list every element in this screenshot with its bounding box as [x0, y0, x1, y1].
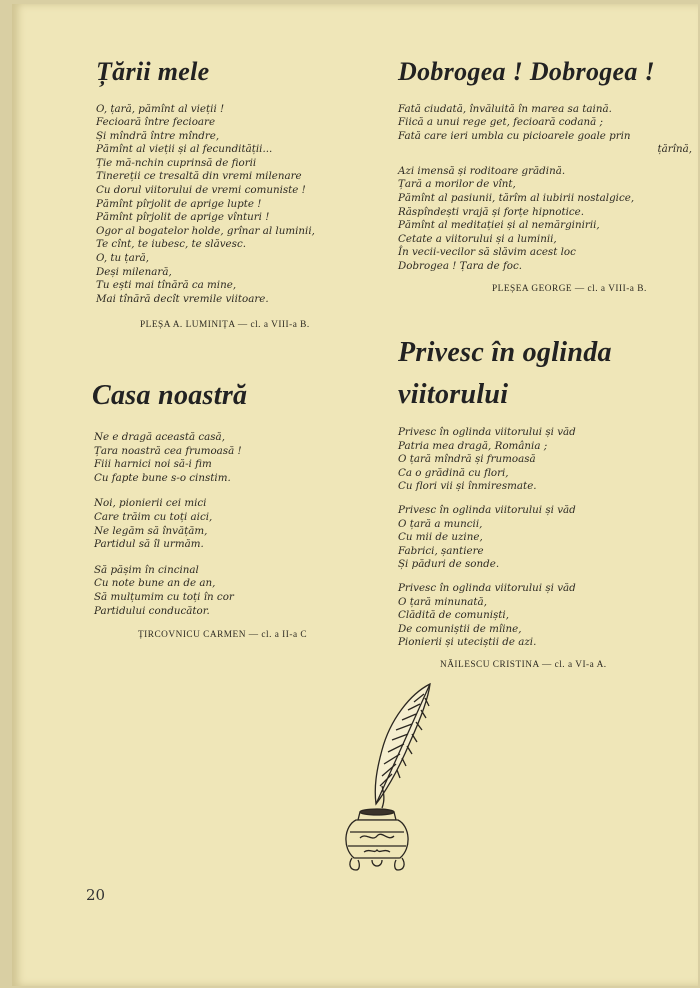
- poem-title: [398, 332, 694, 416]
- poem-author: ȚIRCOVNICU CARMEN — cl. a II-a C: [138, 630, 308, 641]
- poem-line: Mai tînără decît vremile viitoare.: [96, 292, 269, 305]
- poem-line: Ne legăm să învățăm,: [94, 524, 208, 537]
- poem-body: [92, 431, 382, 618]
- wrapped-line: țărînă,: [657, 143, 692, 156]
- poem-line: Fată ciudată, învăluită în marea sa taină.: [398, 102, 612, 115]
- poem-title: Țării mele: [96, 57, 210, 86]
- poem-line: Ogor al bogatelor holde, grînar al luminii,: [96, 224, 315, 237]
- poem-line: De comuniștii de mîine,: [398, 622, 522, 635]
- poem-line: Cetate a viitorului și a luminii,: [398, 232, 557, 245]
- stanza: [398, 582, 694, 650]
- poem-line: Cu flori vii și înmiresmate.: [398, 480, 537, 493]
- poem-line: Ca o grădină cu flori,: [398, 466, 509, 479]
- poem-line: Ne e dragă această casă,: [94, 431, 225, 443]
- quill-inkwell-icon: [330, 680, 440, 875]
- poem-line: O, tu țară,: [96, 252, 150, 265]
- poem-author: PLEȘEA GEORGE — cl. a VIII-a B.: [492, 283, 647, 294]
- poem-title-line: Privesc în oglinda: [398, 337, 612, 368]
- poem-line: Pămînt pîrjolit de aprige lupte !: [96, 197, 262, 210]
- poem-line: Deși milenară,: [96, 265, 172, 278]
- poem-line: Ție mă-nchin cuprinsă de fiorii: [96, 156, 257, 169]
- poem-line: Privesc în oglinda viitorului și văd: [398, 426, 576, 438]
- poem-line: Țara noastră cea frumoasă !: [94, 444, 242, 457]
- poem-line: Te cînt, te iubesc, te slăvesc.: [96, 238, 246, 251]
- poem-body: [398, 426, 694, 650]
- stanza: [398, 165, 694, 274]
- poem-line: Pămînt pîrjolit de aprige vînturi !: [96, 211, 270, 224]
- poem-line: O țară mîndră și frumoasă: [398, 453, 536, 466]
- poem-line: Azi imensă și roditoare grădină.: [398, 164, 566, 177]
- poem-line: Fabrici, șantiere: [398, 544, 484, 557]
- stanza: [94, 431, 382, 485]
- poem-line: Să pășim în cincinal: [94, 563, 199, 576]
- poem-line: Fecioară între fecioare: [96, 116, 216, 129]
- poem-line: Să mulțumim cu toți în cor: [94, 590, 234, 603]
- poem-title: Dobrogea ! Dobrogea !: [398, 57, 655, 86]
- poem-line: Cu fapte bune s-o cinstim.: [94, 471, 231, 484]
- poem-line: Și mîndră între mîndre,: [96, 129, 220, 142]
- poem-line: Care trăim cu toți aici,: [94, 510, 213, 523]
- page-number: 20: [86, 886, 106, 904]
- poem-tarii-mele: [96, 56, 386, 330]
- poem-line: Dobrogea ! Țara de foc.: [398, 260, 523, 273]
- poem-body: [398, 103, 694, 274]
- poem-line: Patria mea dragă, România ;: [398, 439, 548, 452]
- poem-line: Pămînt al meditației și al nemărginirii,: [398, 219, 600, 232]
- poem-line: Partidul să îl urmăm.: [94, 538, 204, 551]
- poem-line: Cu mii de uzine,: [398, 531, 483, 544]
- poem-title-line: viitorului: [398, 379, 509, 410]
- poem-line: O țară minunată,: [398, 595, 487, 608]
- book-page: [12, 4, 698, 986]
- poem-body: [96, 103, 386, 307]
- poem-line: Pionierii și uteciștii de azi.: [398, 636, 537, 649]
- poem-line: O, țară, pămînt al vieții !: [96, 102, 225, 115]
- poem-line: Noi, pionierii cei mici: [94, 497, 207, 510]
- poem-line: Pămînt al vieții și al fecundității...: [96, 143, 273, 156]
- stanza: [398, 103, 694, 144]
- poem-line: Fiică a unui rege get, fecioară codană ;: [398, 116, 603, 129]
- stanza: [94, 497, 382, 551]
- stanza: [398, 426, 694, 494]
- poem-line: Cu note bune an de an,: [94, 577, 216, 590]
- stanza: [94, 564, 382, 618]
- poem-line: Privesc în oglinda viitorului și văd: [398, 503, 576, 516]
- poem-line: Răspîndești vrajă și forțe hipnotice.: [398, 205, 585, 218]
- poem-line: Pămînt al pasiunii, tărîm al iubirii nostalgice,: [398, 192, 635, 205]
- poem-line: Fiii harnici noi să-i fim: [94, 458, 212, 471]
- poem-line: În vecii-vecilor să slăvim acest loc: [398, 246, 576, 259]
- poem-line: Și păduri de sonde.: [398, 558, 500, 571]
- poem-line: Fată care ieri umbla cu picioarele goale prin: [398, 129, 631, 142]
- poem-privesc: [398, 332, 694, 670]
- poem-line: Cu dorul viitorului de vremi comuniste !: [96, 184, 306, 197]
- poem-line: Partidului conducător.: [94, 604, 210, 617]
- poem-line: Țară a morilor de vînt,: [398, 178, 516, 191]
- poem-casa-noastra: [92, 378, 382, 640]
- poem-author: NĂILESCU CRISTINA — cl. a VI-a A.: [440, 659, 607, 670]
- poem-line: Tinereții ce tresaltă din vremi milenare: [96, 170, 302, 183]
- poem-dobrogea: [398, 56, 694, 294]
- poem-line: O țară a muncii,: [398, 517, 483, 530]
- poem-line: Tu ești mai tînără ca mine,: [96, 279, 237, 292]
- poem-line: Privesc în oglinda viitorului și văd: [398, 581, 576, 594]
- stanza: [398, 504, 694, 572]
- poem-line: Clădită de comuniști,: [398, 609, 509, 622]
- poem-title: Casa noastră: [92, 380, 248, 411]
- stanza: [96, 103, 386, 307]
- poem-author: PLEȘA A. LUMINIȚA — cl. a VIII-a B.: [140, 320, 310, 331]
